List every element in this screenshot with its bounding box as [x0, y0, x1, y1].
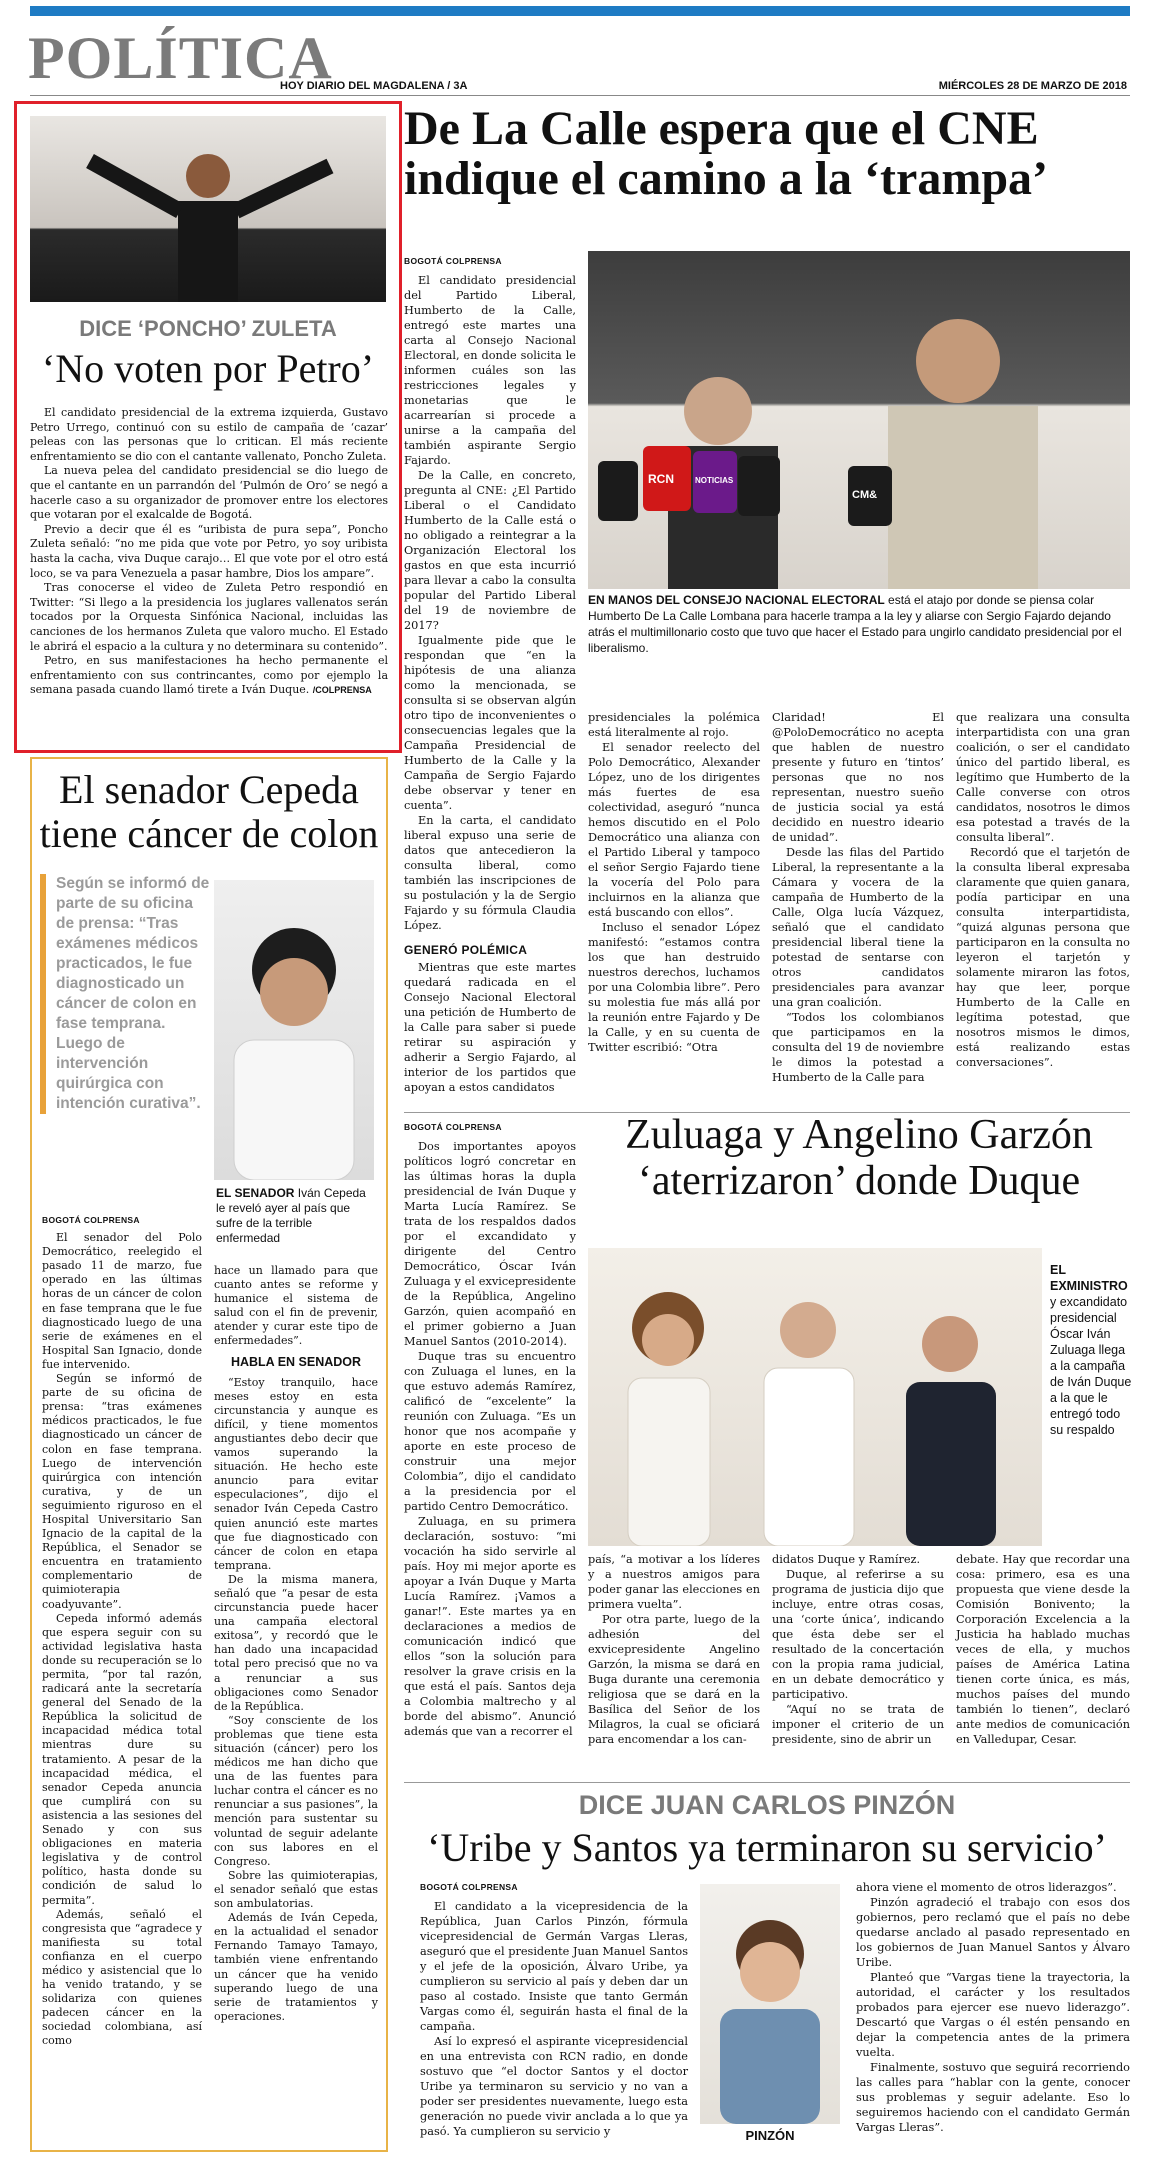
zuluaga-headline: Zuluaga y Angelino Garzón ‘aterrizaron’ donde Duque [625, 1112, 1093, 1204]
zuluaga-col2 [588, 1552, 760, 1747]
paragraph: El senador reelecto del Polo Democrático, Alexander López, uno de los dirigentes más fuertes de esa colectividad, aseguró “nunca hemos discutido en el Polo Democrático una alianza con el Partido Liberal y tampoco el señor Sergio Fajardo tiene la vocería del Polo para incluirnos en la alianza que está buscando con ellos”. [588, 741, 760, 919]
paragraph: hace un llamado para que cuanto antes se reforme y humanice el sistema de salud con el fin de prevenir, atender y curar este tipo de enfermedades”. [214, 1264, 378, 1348]
byline: BOGOTÁ COLPRENSA [404, 256, 502, 266]
zuluaga-col3 [772, 1552, 944, 1747]
byline: BOGOTÁ COLPRENSA [404, 1122, 502, 1132]
paragraph: “Aquí no se trata de imponer el criterio de un presidente, sino de abrir un [772, 1703, 944, 1746]
paragraph: El candidato a la vicepresidencia de la República, Juan Carlos Pinzón, fórmula vicepresidencial de Germán Vargas Lleras, aseguró que el presidente Juan Manuel Santos y el jefe de la oposición, Álvaro Uribe, ya cumplieron su servicio al país y deben dar un paso al costado. Insiste que tanto Germán Vargas como él, seguirán hasta el final de la campaña. [420, 1900, 688, 2033]
paragraph: De la Calle, en concreto, pregunta al CNE: ¿El Partido Liberal o el Candidato Humberto de la Calle está o no obligado a reintegrar a la Organización Electoral los gastos en que esta incurrió para llevar a cabo la consulta popular del Partido Liberal del 19 de noviembre de 2017? [404, 469, 576, 632]
delacalle-col2 [588, 710, 760, 1055]
paragraph: Incluso el senador López manifestó: “estamos contra los que han destruido nuestros derechos, luchamos por una Colombia libre”. Pero su molestia fue más allá por la reunión entre Fajardo y De la Calle, y en su cuenta de Twitter escribió: “Otra [588, 921, 760, 1054]
paragraph: El candidato presidencial de la extrema izquierda, Gustavo Petro Urrego, continuó con su estilo de campaña de ‘cazar’ peleas con las personas que lo critican. El más reciente enfrentamiento se dio con el cantante vallenato, Poncho Zuleta. [30, 406, 388, 463]
pinzon-photo [700, 1884, 840, 2124]
cepeda-headline: El senador Cepeda tiene cáncer de colon [39, 767, 379, 856]
paragraph: Recordó que el tarjetón de la consulta liberal expresaba claramente que quien ganara, podía participar en una consulta interpartidista, “quizá algunas persona que participaron en la consulta no leyeron el tarjetón y solamente miraron las fotos, hay que leer, porque Humberto de la Calle en legítima potestad, que nosotros mismos le dimos, está realizando estas conversaciones”. [956, 846, 1130, 1069]
delacalle-headline: De La Calle espera que el CNE indique el camino a la ‘trampa’ [404, 102, 1048, 206]
paragraph: El senador del Polo Democrático, reelegido el pasado 11 de marzo, fue operado en las últimas horas de un cáncer de colon en fase temprana que le fue diagnosticado luego de una serie de exámenes en el Hospital San Ignacio, donde fue intervenido. [42, 1231, 202, 1371]
paragraph: La nueva pelea del candidato presidencial se dio luego de que el cantante en un parrandón del ‘Pulmón de Oro’ se negó a hacerle caso a su organizador de promover entre los electores que votaran por el exalcalde de Bogotá. [30, 464, 388, 522]
paragraph: presidenciales la polémica está literalmente al rojo. [588, 711, 760, 739]
cepeda-pullquote: Según se informó de parte de su oficina de prensa: “Tras exámenes médicos practicados, le fue diagnosticado un cáncer de colon en fase temprana. Luego de intervención quirúrgica con intención curativa”. [40, 874, 214, 1114]
cepeda-col1 [42, 1213, 202, 2049]
paragraph: Igualmente pide que le respondan que “en la hipótesis de una alianza como la mencionada, se consulta si se observan algún otro tipo de inconvenientes o consecuencias legales que la Campaña Presidencial de Humberto de la Calle y la Campaña de Sergio Fajardo debe observar y tener en cuenta”. [404, 634, 576, 812]
candidate-portrait-icon [700, 1884, 840, 2124]
paragraph: Dos importantes apoyos políticos logró concretar en las últimas horas la dupla presidencial de Iván Duque y Marta Lucía Ramírez. Se trata de los respaldos dados por el excandidato y dirigente del Centro Democrático, Óscar Iván Zuluaga y el exvicepresidente de la República, Angelino Garzón, quien acompañó en el primer gobierno a Juan Manuel Santos (2010-2014). [404, 1140, 576, 1348]
paragraph: Además de Iván Cepeda, en la actualidad el senador Fernando Tamayo Tamayo, también viene enfrentando un cáncer que ha venido superando luego de una serie de tratamientos y operaciones. [214, 1911, 378, 2023]
paragraph-text: Petro, en sus manifestaciones ha hecho permanente el enfrentamiento con sus contrincantes, como por ejemplo la semana pasada cuando llamó tirete a Iván Duque. [30, 654, 388, 697]
paragraph: Mientras que este martes quedará radicada en el Consejo Nacional Electoral una petición de Humberto de la Calle para saber si puede retirar su aspiración y adherir a Sergio Fajardo, al interior de los partidos que apoyan a estos candidatos [404, 961, 576, 1094]
singer-figure-icon [30, 116, 386, 302]
paragraph: Pinzón agradeció el trabajo con esos dos gobiernos, pero reclamó que el país no debe quedarse anclado al pasado representado en los gobiernos de Juan Manuel Santos y Álvaro Uribe. [856, 1896, 1130, 1969]
paragraph: Claridad! El @PoloDemocrático no acepta que hablen de nuestro presente y futuro en ‘tintos’ personas que no nos representan, nuestro sueño de justicia social ya está decidido en nuestro ideario de unidad”. [772, 711, 944, 844]
cepeda-photo [214, 880, 374, 1180]
zuluaga-col4 [956, 1552, 1130, 1747]
candidates-group-icon [588, 1248, 1042, 1546]
zuleta-kicker: DICE ‘PONCHO’ ZULETA [79, 316, 337, 341]
zuluaga-caption [1050, 1262, 1132, 1438]
paragraph: Duque tras su encuentro con Zuluaga el lunes, en la que estuvo además Ramírez, calificó de “excelente” la reunión con Zuluaga. “Es un honor que nos acompañe y aporte en este proceso de construir una mejor Colombia”, dijo el candidato a la presidencia por el partido Centro Democrático. [404, 1350, 576, 1513]
cepeda-col2 [214, 1264, 378, 2024]
zuleta-body [30, 406, 388, 698]
caption-text: Iván Cepeda le reveló ayer al país que sufre de la terrible enfermedad [216, 1186, 366, 1245]
caption-lead: EL EXMINISTRO [1050, 1263, 1128, 1293]
paragraph: Previo a decir que él es “uribista de pura sepa”, Poncho Zuleta señaló: “no me pida que vote por Petro, yo soy uribista hasta la cacha, viva Duque carajo… El que vote por el otro está loco, se va para Venezuela a pasar hambre, Dios los ampare”. [30, 522, 388, 580]
pinzon-col2 [856, 1880, 1130, 2135]
delacalle-col3 [772, 710, 944, 1085]
paragraph: Desde las filas del Partido Liberal, la representante a la Cámara y vocera de la campaña de Humberto de la Calle, Olga lucía Vázquez, señaló que el candidato presidencial liberal tiene la potestad de sentarse con otros candidatos presidenciales para avanzar una gran coalición. [772, 846, 944, 1009]
paragraph: Por otra parte, luego de la adhesión del exvicepresidente Angelino Garzón, la misma se dará en Buga durante una ceremonia religiosa que se dará en la Basílica del Señor de los Milagros, la cual se oficiará para encomendar a los can- [588, 1613, 760, 1746]
zuleta-headline: ‘No voten por Petro’ [41, 346, 375, 391]
paragraph: De la misma manera, señaló que “a pesar de esta circunstancia puede hacer una campaña electoral exitosa”, y recordó que le han dado una incapacidad total pero precisó que no va a renunciar a sus obligaciones como Senador de la República. [214, 1572, 378, 1713]
zuluaga-col1 [404, 1120, 576, 1739]
subhead: GENERÓ POLÉMICA [404, 943, 528, 957]
caption-lead: EN MANOS DEL CONSEJO NACIONAL ELECTORAL [588, 593, 885, 607]
paragraph: Zuluaga, en su primera declaración, sostuvo: “mi vocación ha sido servirle al país. Hoy mi mejor aporte es apoyar a Iván Duque y Marta Lucía Ramírez. ¡Vamos a ganar!”. Este martes ya en declaraciones a medios de comunicación indicó que ellos “son la solución para resolver la grave crisis en la que está el país. Santos deja a Colombia maltrecho y al borde del abismo”. Anunció además que van a recorrer el [404, 1515, 576, 1738]
paragraph: Planteó que “Vargas tiene la trayectoria, la autoridad, el carácter y los resultados probados para ejercer ese nuevo liderazgo”. Descartó que Vargas o él estén pensando en dejar la competencia antes de la primera vuelta. [856, 1971, 1130, 2059]
byline: BOGOTÁ COLPRENSA [420, 1882, 518, 1892]
paragraph: Cepeda informó además que espera seguir con su actividad legislativa hasta donde su recuperación se lo permita, “por tal razón, radicará ante la secretaría general del Senado de la República la solicitud de incapacidad médica total mientras dure su tratamiento. A pesar de la incapacidad médica, el senador Cepeda anuncia que cumplirá con su asistencia a las sesiones del Senado y con sus obligaciones en materia legislativa y de control político, hasta donde su condición de salud lo permita”. [42, 1611, 202, 1907]
paragraph: Finalmente, sostuvo que seguirá recorriendo las calles para “hablar con la gente, conocer sus problemas y seguir adelante. Eso lo seguiremos haciendo con el candidato Germán Vargas Lleras”. [856, 2061, 1130, 2134]
paragraph: En la carta, el candidato liberal expuso una serie de datos que antecedieron la consulta liberal, como también las inscripciones de su postulación y la de Sergio Fajardo y su fórmula Claudia López. [404, 814, 576, 932]
byline: BOGOTÁ COLPRENSA [42, 1215, 140, 1225]
caption-lead: EL SENADOR [216, 1186, 295, 1200]
paragraph: debate. Hay que recordar una cosa: primero, esa es una propuesta que viene desde la Comisión Bonivento; la Corporación Excelencia a la Justicia ha hablado muchas veces de ella, y muchos países de América Latina tienen corte única, es más, muchos países del mundo también lo tienen”, declaró ante medios de comunicación en Valledupar, Cesar. [956, 1553, 1130, 1746]
delacalle-photo [588, 251, 1130, 589]
delacalle-col1 [404, 254, 576, 1095]
zuleta-photo [30, 116, 386, 302]
paragraph: “Estoy tranquilo, hace meses estoy en esta circunstancia y aunque es difícil, y tiene momentos angustiantes debo decir que vamos superando la situación. He hecho este anuncio para evitar especulaciones”, dijo el senador Iván Cepeda Castro quien anunció este martes que fue diagnosticado con cáncer de colon en etapa temprana. [214, 1375, 378, 1572]
signature: /COLPRENSA [312, 685, 372, 696]
paragraph: didatos Duque y Ramírez. [772, 1553, 921, 1566]
mic-label: CM& [852, 489, 878, 501]
paragraph: Así lo expresó el aspirante vicepresidencial en una entrevista con RCN radio, en donde sostuvo que “el doctor Santos y el doctor Uribe ya terminaron su servicio y no van a poder ser presidentes nuevamente, luego esta generación no puede vivir anclada a lo que ya pasó. Ya cumplieron su servicio y [420, 2035, 688, 2138]
pinzon-headline: ‘Uribe y Santos ya terminaron su servicio’ [427, 1825, 1107, 1870]
paragraph: país, “a motivar a los líderes y a nuestros amigos para poder ganar las elecciones en primera vuelta”. [588, 1553, 760, 1611]
zuluaga-photo [588, 1248, 1042, 1546]
section-title: POLÍTICA [28, 25, 333, 91]
cepeda-caption [216, 1186, 376, 1246]
paragraph: Duque, al referirse a su programa de justicia dijo que incluye, entre otras cosas, una ‘corte única’, indicando que ésta debe ser el resultado de la concertación con la propia rama judicial, en un debate democrático y participativo. [772, 1568, 944, 1701]
paragraph: ahora viene el momento de otros liderazgos”. [856, 1881, 1117, 1894]
section-subtitle: HOY DIARIO DEL MAGDALENA / 3A [280, 80, 468, 92]
paragraph: Según se informó de parte de su oficina de prensa: “tras exámenes médicos practicados, le fue diagnosticado un cáncer de colon en fase temprana. Luego de intervención quirúrgica con intención curativa, y de un seguimiento riguroso en el Hospital Universitario San Ignacio de la capital de la República, el Senador se encuentra en tratamiento complementario de quimioterapia coadyuvante”. [42, 1372, 202, 1611]
top-accent-bar [30, 6, 1130, 16]
section-divider [404, 1782, 1130, 1783]
paragraph: Sobre las quimioterapias, el senador señaló que estas son ambulatorias. [214, 1868, 378, 1911]
senator-figure-icon [214, 880, 374, 1180]
paragraph: El candidato presidencial del Partido Liberal, Humberto de la Calle, entregó este martes una carta al Consejo Nacional Electoral, en donde solicita le informen cuáles son las restricciones legales y monetarias que le acarrearían si procede a unirse a la campaña del también aspirante Sergio Fajardo. [404, 274, 576, 467]
paragraph: Además, señaló el congresista que “agradece y manifiesta su total confianza en el cuerpo médico y asistencial que lo ha venido tratando, y se solidariza con quienes padecen cáncer en la sociedad colombiana, así como [42, 1907, 202, 2048]
delacalle-caption [588, 592, 1130, 656]
paragraph: “Soy consciente de los problemas que tiene esta situación (cáncer) pero los médicos me han dicho que una de las fuentes para luchar contra el cáncer es no renunciar a sus pasiones”, la mención para sustentar su voluntad de seguir adelante con sus labores en el Congreso. [214, 1713, 378, 1868]
paragraph: “Todos los colombianos que participamos en la consulta del 19 de noviembre le dimos la potestad a Humberto de la Calle para [772, 1011, 944, 1084]
subhead: HABLA EN SENADOR [230, 1354, 362, 1369]
paragraph [30, 654, 388, 698]
delacalle-col4 [956, 710, 1130, 1070]
pinzon-kicker: DICE JUAN CARLOS PINZÓN [578, 1790, 956, 1820]
pinzon-col1 [420, 1880, 688, 2139]
issue-date: MIÉRCOLES 28 DE MARZO DE 2018 [938, 80, 1127, 92]
mic-label: NOTICIAS [695, 476, 734, 485]
caption-text: está el atajo por donde se piensa colar Humberto De La Calle Lombana para hacerle trampa a la ley y aliarse con Sergio Fajardo dejando atrás el multimillonario costo que tuvo que hacer el Estado para ungirlo candidato presidencial por el liberalismo. [588, 593, 1122, 655]
caption-text: y excandidato presidencial Óscar Iván Zuluaga llega a la campaña de Iván Duque a la que le entregó todo su respaldo [1050, 1295, 1132, 1437]
mic-label: RCN [648, 472, 674, 486]
pinzon-photo-caption: PINZÓN [745, 2128, 795, 2143]
paragraph: que realizara una consulta interpartidista con una gran coalición, o ser el candidato único del partido liberal, es legítimo que Humberto de la Calle converse con otros candidatos, nosotros le dimos esa potestad a través de la consulta liberal”. [956, 711, 1130, 844]
press-conference-figures-icon [588, 251, 1130, 589]
header-rule [30, 95, 1130, 96]
paragraph: Tras conocerse el video de Zuleta Petro respondió en Twitter: “Si llego a la presidencia los juglares vallenatos serán tocados por la Orquesta Sinfónica Nacional, incluidas las canciones de los hermanos Zuleta que valoro mucho. El Estado le abrirá el espacio a la cultura y no determinara su contenido”. [30, 581, 388, 653]
